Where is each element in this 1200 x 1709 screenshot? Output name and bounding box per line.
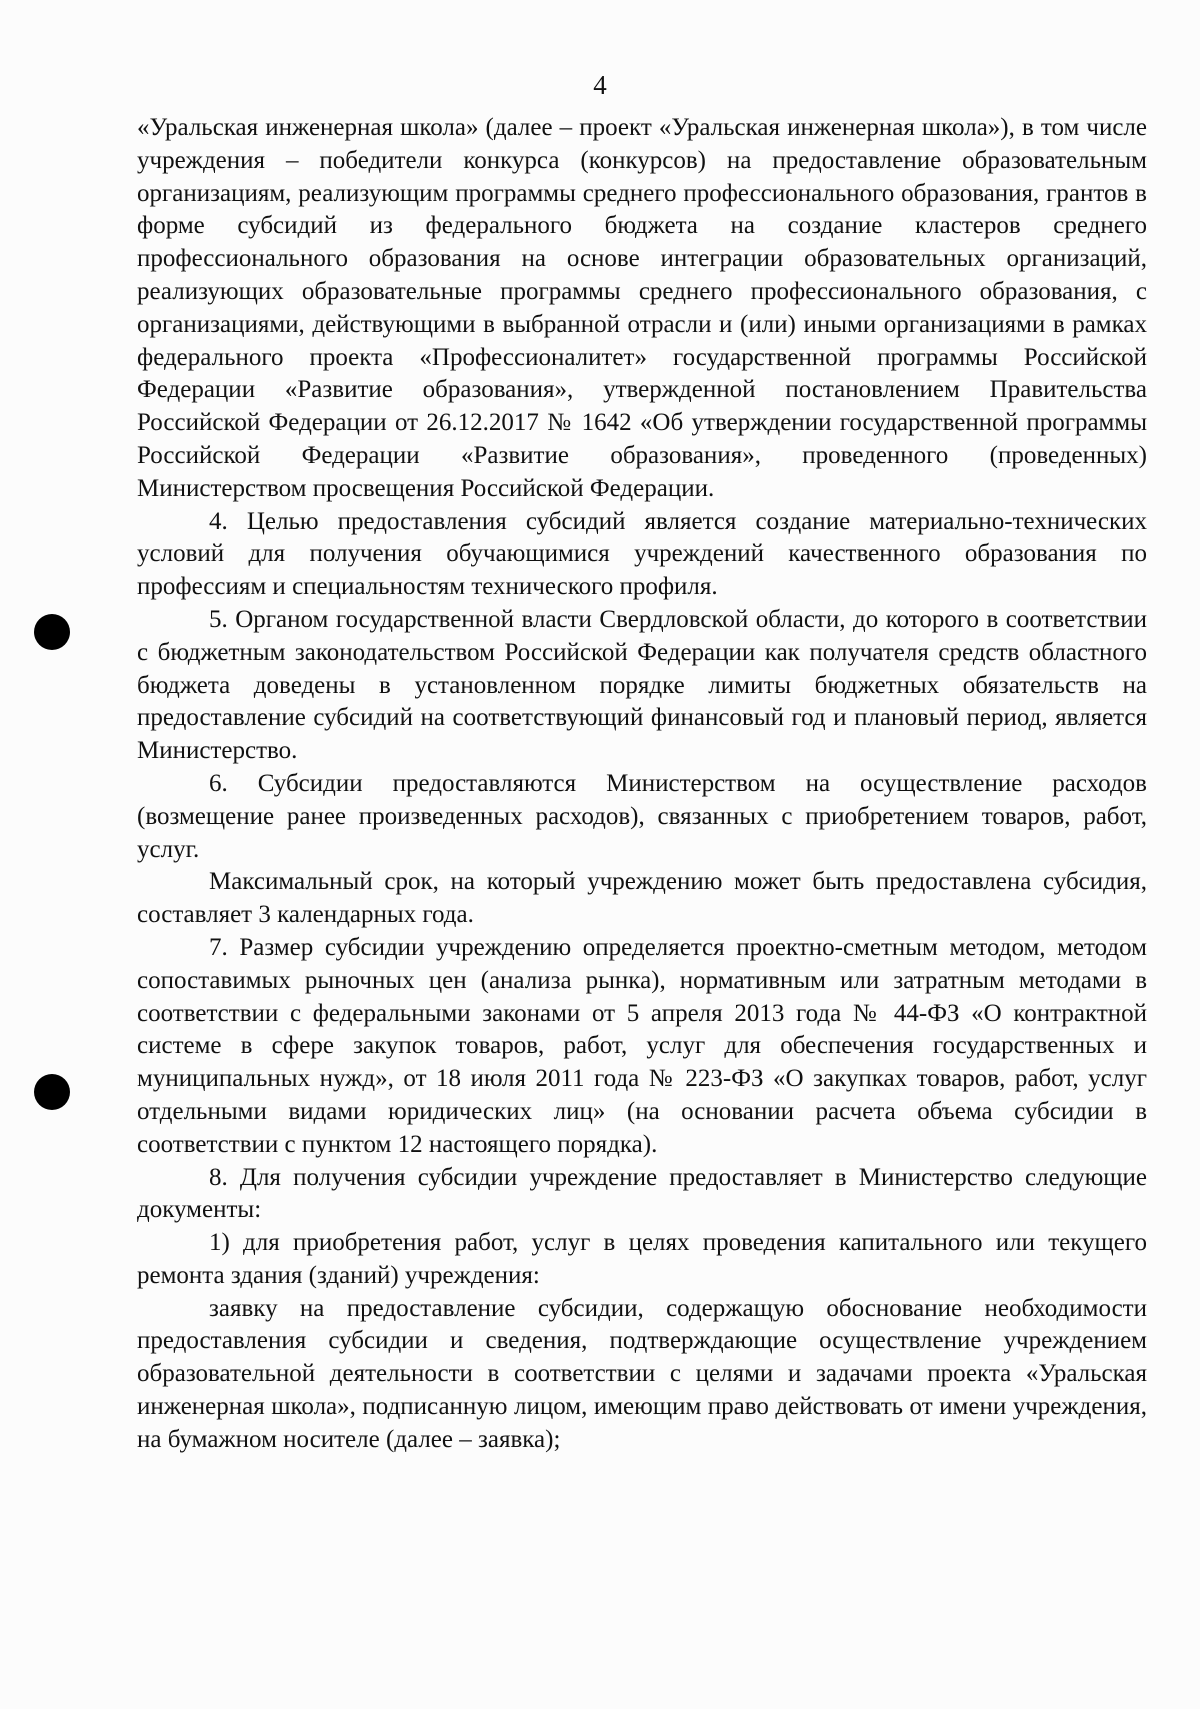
paragraph-item-8: 8. Для получения субсидии учреждение предоставляет в Министерство следующие документы: — [137, 1163, 1147, 1224]
paragraph-application: заявку на предоставление субсидии, содержащую обоснование необходимости предоставления субсидии и сведения, подтверждающие осуществление учреждением образовательной деятельности в соответствии с целями и задачами проекта «Уральская инженерная школа», подписанную лицом, имеющим право действовать от имени учреждения, на бумажном носителе (далее – заявка); — [137, 1294, 1147, 1453]
paragraph-item-4: 4. Целью предоставления субсидий является создание материально-технических условий для получения обучающимися учреждений качественного образования по профессиям и специальностям технического профиля. — [137, 507, 1147, 601]
paragraph-max-term: Максимальный срок, на который учреждению может быть предоставлена субсидия, составляет 3 календарных года. — [137, 868, 1147, 929]
punch-hole-mark — [34, 614, 70, 650]
paragraph-item-7: 7. Размер субсидии учреждению определяется проектно-сметным методом, методом сопоставимых рыночных цен (анализа рынка), нормативным или затратным методами в соответствии с федеральными законами от 5 апреля 2013 года № 44-ФЗ «О контрактной системе в сфере закупок товаров, работ, услуг для обеспечения государственных и муниципальных нужд», от 18 июля 2011 года № 223-ФЗ «О закупках товаров, работ, услуг отдельными видами юридических лиц» (на основании расчета объема субсидии в соответствии с пунктом 12 настоящего порядка). — [137, 933, 1147, 1158]
paragraph-continuation: «Уральская инженерная школа» (далее – проект «Уральская инженерная школа»), в том числе учреждения – победители конкурса (конкурсов) на предоставление образовательным организациям, реализующим программы среднего профессионального образования, грантов в форме субсидий из федерального бюджета на создание кластеров среднего профессионального образования на основе интеграции образовательных организаций, реализующих образовательные программы среднего профессионального образования, с организациями, действующими в выбранной отрасли и (или) иными организациями в рамках федерального проекта «Профессионалитет» государственной программы Российской Федерации «Развитие образования», утвержденной постановлением Правительства Российской Федерации от 26.12.2017 № 1642 «Об утверждении государственной программы Российской Федерации «Развитие образования», проведенного (проведенных) Министерством просвещения Российской Федерации. — [137, 114, 1147, 502]
page-number: 4 — [593, 70, 607, 100]
paragraph-item-6: 6. Субсидии предоставляются Министерством на осуществление расходов (возмещение ранее произведенных расходов), связанных с приобретением товаров, работ, услуг. — [137, 769, 1147, 863]
paragraph-item-5: 5. Органом государственной власти Свердловской области, до которого в соответствии с бюджетным законодательством Российской Федерации как получателя средств областного бюджета доведены в установленном порядке лимиты бюджетных обязательств на предоставление субсидий на соответствующий финансовый год и плановый период, является Министерство. — [137, 605, 1147, 765]
punch-hole-mark — [34, 1074, 70, 1110]
paragraph-subitem-1: 1) для приобретения работ, услуг в целях проведения капитального или текущего ремонта здания (зданий) учреждения: — [137, 1229, 1147, 1289]
document-body — [137, 112, 1147, 1457]
